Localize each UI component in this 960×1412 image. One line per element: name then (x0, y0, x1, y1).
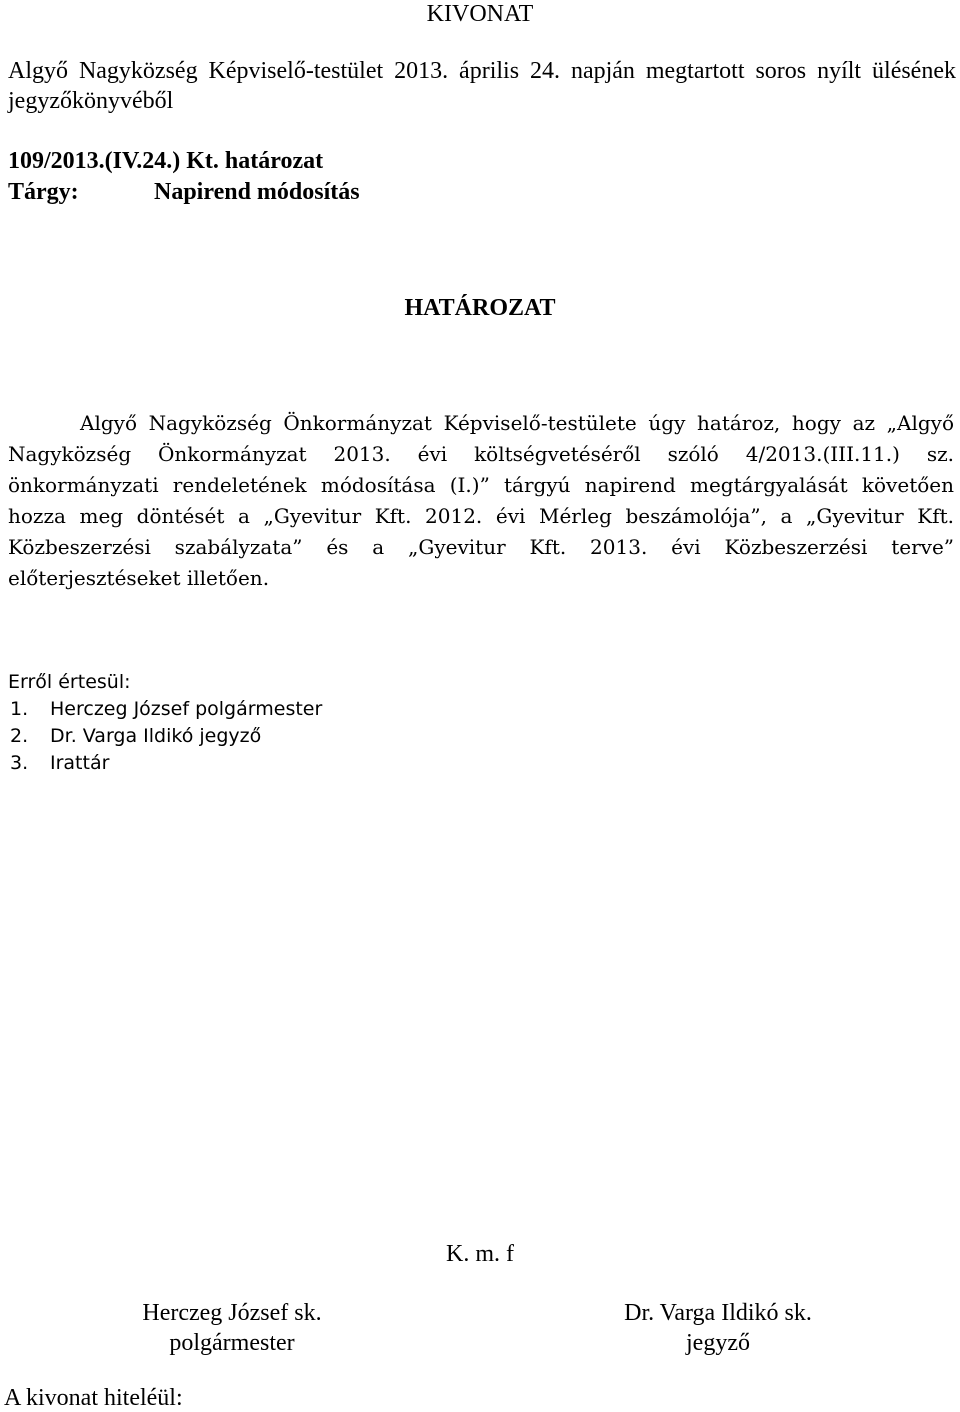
signature-title: polgármester (169, 1330, 295, 1356)
notify-item-text: Dr. Varga Ildikó jegyző (50, 725, 262, 747)
signature-notary (578, 1298, 858, 1358)
notify-item-number: 1. (10, 698, 29, 720)
signature-name: Herczeg József sk. (142, 1300, 322, 1326)
notify-list-item (8, 723, 322, 750)
kmf-label: K. m. f (446, 1241, 514, 1267)
subject-line (8, 178, 360, 206)
notify-item-number: 3. (10, 752, 29, 774)
notify-item-text: Herczeg József polgármester (50, 698, 323, 720)
signature-title: jegyző (686, 1330, 750, 1356)
session-intro: Algyő Nagyközség Képviselő-testület 2013. április 24. napján megtartott soros nyílt ülésének jegyzőkönyvéből (8, 58, 956, 114)
resolution-body: Algyő Nagyközség Önkormányzat Képviselő-testülete úgy határoz, hogy az „Algyő Nagyközség Önkormányzat 2013. évi költségvetéséről szóló 4/2013.(III.11.) sz. önkormányzati rendeletének módosítása (I.)” tárgyú napirend megtárgyalását követően hozza meg döntését a „Gyevitur Kft. 2012. évi Mérleg beszámolója”, a „Gyevitur Kft. Közbeszerzési szabályzata” és a „Gyevitur Kft. 2013. évi Közbeszerzési terve” előterjesztéseket illetően. (8, 411, 954, 590)
notify-list-item (8, 696, 322, 723)
notify-item-number: 2. (10, 725, 29, 747)
certified-label: A kivonat hiteléül: (4, 1385, 183, 1411)
notify-list-item (8, 750, 322, 777)
notify-label: Erről értesül: (8, 671, 131, 693)
notify-list (8, 696, 322, 777)
notify-block (8, 669, 322, 777)
notify-item-text: Irattár (50, 752, 110, 774)
subject-value: Napirend módosítás (154, 179, 360, 205)
resolution-heading: HATÁROZAT (404, 295, 556, 321)
subject-label: Tárgy: (8, 179, 79, 205)
document-header: KIVONAT (426, 1, 534, 27)
signature-mayor (92, 1298, 372, 1358)
resolution-number: 109/2013.(IV.24.) Kt. határozat (8, 148, 324, 174)
signature-name: Dr. Varga Ildikó sk. (624, 1300, 812, 1326)
